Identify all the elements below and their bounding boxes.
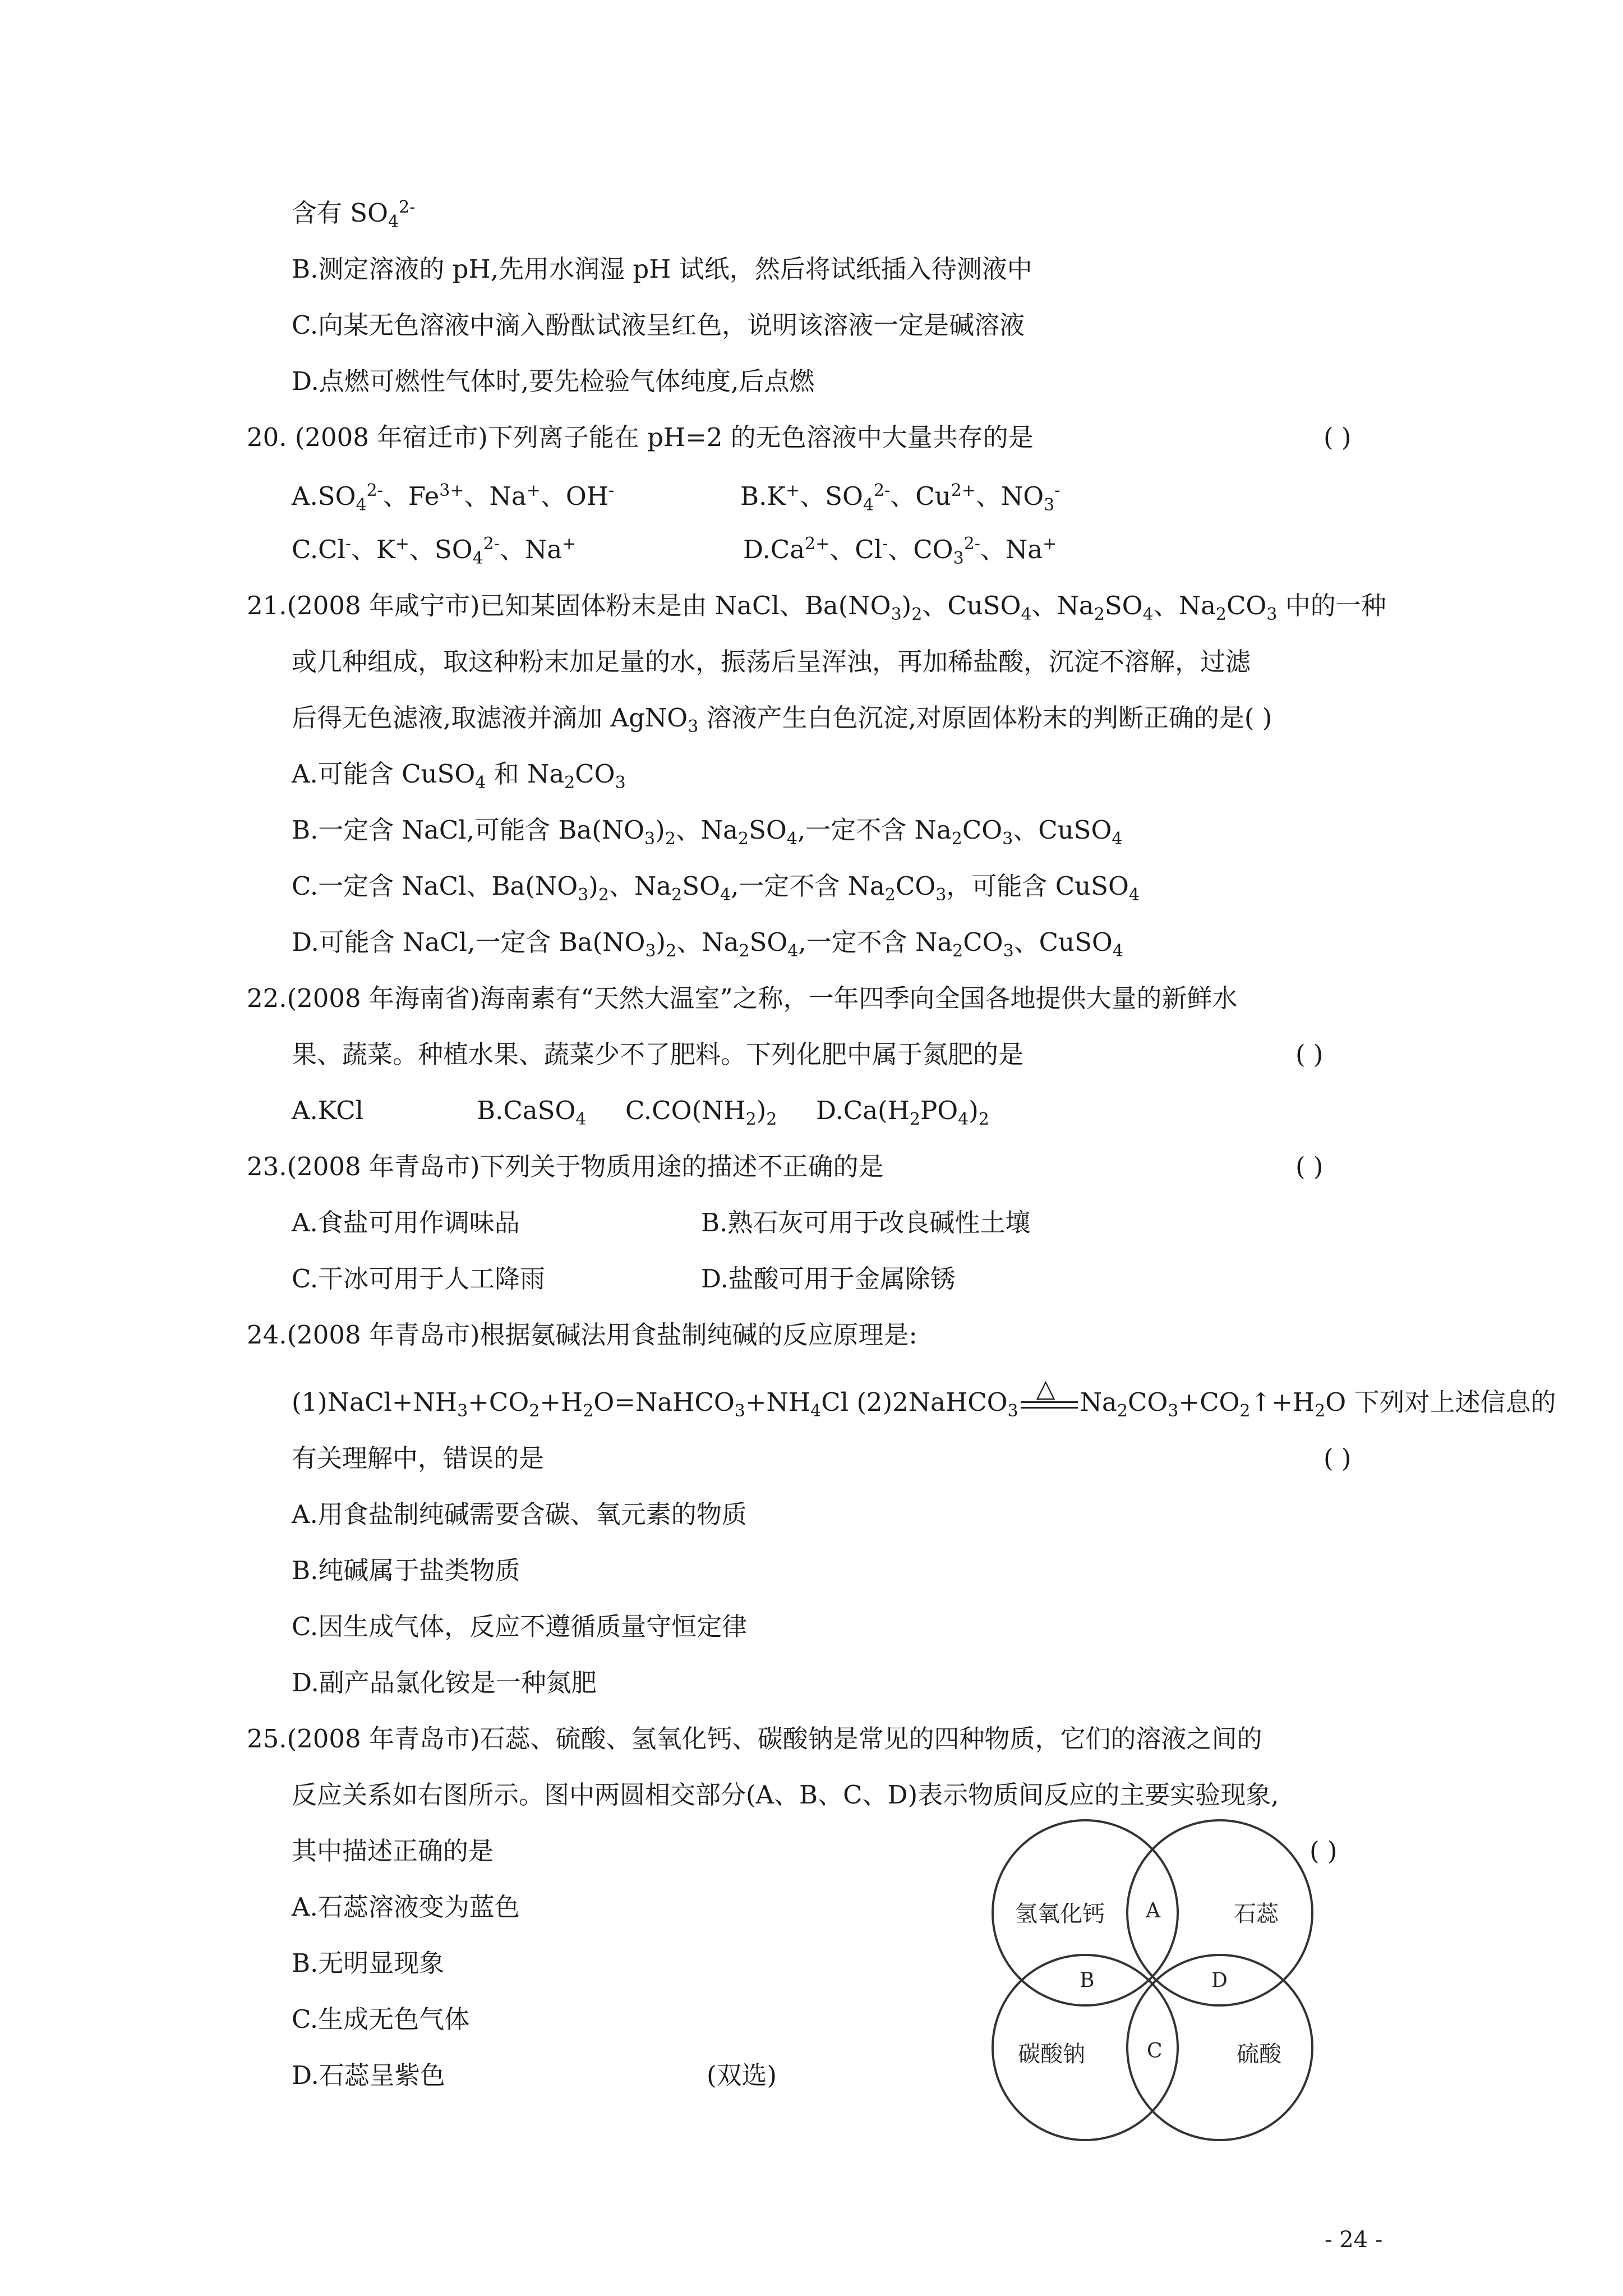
region-d: D — [1211, 1969, 1228, 1992]
q21-stem-line3: 后得无色滤液,取滤液并滴加 AgNO$_3$ 溶液产生白色沉淀,对原固体粉末的判断正确的是( ) — [292, 703, 1272, 737]
q25-option-a: A.石蕊溶液变为蓝色 — [292, 1892, 520, 1922]
q21-option-c: C.一定含 NaCl、$Ba(NO_3)_2$、$Na_2SO_4$,一定不含 $Na_2CO_3$，可能含 CuSO$_4$ — [292, 871, 1140, 905]
q25-option-b: B.无明显现象 — [292, 1948, 445, 1978]
q23-stem: 23.(2008 年青岛市)下列关于物质用途的描述不正确的是 — [247, 1152, 884, 1181]
q23-option-a: A.食盐可用作调味品 — [292, 1208, 520, 1237]
q22-stem-line1: 22.(2008 年海南省)海南素有“天然大温室”之称，一年四季向全国各地提供大量的新鲜水 — [247, 983, 1238, 1013]
q21-stem-line1: 21.(2008 年咸宁市)已知某固体粉末是由 NaCl、$Ba(NO_3)_2$、CuSO$_4$、$Na_2SO_4$、$Na_2CO_3$ 中的一种 — [247, 591, 1386, 624]
q23-answer-paren: ( ) — [1295, 1152, 1324, 1181]
q24-option-b: B.纯碱属于盐类物质 — [292, 1556, 520, 1585]
page-number: - 24 - — [1325, 2227, 1383, 2253]
q22-answer-paren: ( ) — [1295, 1039, 1324, 1069]
q24-equations: $(1)NaCl+NH_3+CO_2+H_2O=NaHCO_3+NH_4Cl$ (2)2NaHCO$_3$ △ $Na_2CO_3+CO_2↑+H_2O$ 下列对上述信息的 — [292, 1386, 1556, 1419]
q25-option-c: C.生成无色气体 — [292, 2004, 470, 2034]
q24-option-c: C.因生成气体，反应不遵循质量守恒定律 — [292, 1612, 748, 1641]
q22-stem-line2: 果、蔬菜。种植水果、蔬菜少不了肥料。下列化肥中属于氮肥的是 — [292, 1039, 1024, 1069]
label-litmus: 石蕊 — [1234, 1901, 1279, 1927]
region-c: C — [1147, 2040, 1163, 2063]
q25-stem-line1: 25.(2008 年青岛市)石蕊、硫酸、氢氧化钙、碳酸钠是常见的四种物质，它们的溶液之间的 — [247, 1724, 1262, 1754]
q20-stem: 20. (2008 年宿迁市)下列离子能在 pH=2 的无色溶液中大量共存的是 — [247, 422, 1034, 452]
q24-option-d: D.副产品氯化铵是一种氮肥 — [292, 1668, 597, 1697]
q23-option-d: D.盐酸可用于金属除锈 — [701, 1264, 956, 1294]
q21-option-a: A.可能含 CuSO$_4$ 和 $Na_2CO_3$ — [292, 759, 626, 793]
q20-answer-paren: ( ) — [1324, 422, 1352, 452]
q22-option-d: $D.Ca(H_2PO_4)_2$ — [816, 1096, 989, 1129]
q24-option-a: A.用食盐制纯碱需要含碳、氧元素的物质 — [292, 1499, 747, 1529]
q21-option-b: B.一定含 NaCl,可能含 $Ba(NO_3)_2$、$Na_2SO_4$,一定不含 $Na_2CO_3$、CuSO$_4$ — [292, 815, 1123, 849]
q19-option-d: D.点燃可燃性气体时,要先检验气体纯度,后点燃 — [292, 366, 815, 396]
q22-option-c: $C.CO(NH_2)_2$ — [625, 1096, 777, 1129]
q22-option-a: A.KCl — [292, 1096, 364, 1125]
label-sulfuric-acid: 硫酸 — [1237, 2041, 1281, 2067]
q19-cont-text: 含有 SO — [292, 198, 389, 228]
q23-option-b: B.熟石灰可用于改良碱性土壤 — [701, 1208, 1031, 1237]
q25-option-d: D.石蕊呈紫色 — [292, 2060, 445, 2090]
q21-stem-line2: 或几种组成，取这种粉末加足量的水，振荡后呈浑浊，再加稀盐酸，沉淀不溶解，过滤 — [292, 647, 1251, 677]
heat-delta-icon: △ — [1036, 1374, 1055, 1403]
q20-option-a: $A.SO_4^{2-}$、$Fe^{3+}$、Na+、OH- — [292, 481, 615, 515]
venn-diagram — [979, 1812, 1326, 2160]
heat-equals-sign — [1018, 1374, 1080, 1416]
q24-answer-paren: ( ) — [1324, 1443, 1352, 1473]
q19-cont-sup: 2- — [399, 197, 416, 217]
q21-option-d: D.可能含 NaCl,一定含 $Ba(NO_3)_2$、$Na_2SO_4$,一定不含 $Na_2CO_3$、CuSO$_4$ — [292, 927, 1123, 961]
label-calcium-hydroxide: 氢氧化钙 — [1015, 1901, 1105, 1927]
q24-stem: 24.(2008 年青岛市)根据氨碱法用食盐制纯碱的反应原理是: — [247, 1320, 917, 1350]
q20-option-d: $D.Ca^{2+}$、Cl-、$CO_3^{2-}$、Na+ — [743, 534, 1057, 568]
q19-continuation — [292, 196, 415, 230]
q22-option-b: B.CaSO$_4$ — [477, 1096, 587, 1129]
q20-option-b: B.K+、$SO_4^{2-}$、$Cu^{2+}$、$NO_3^-$ — [740, 481, 1061, 515]
q23-option-c: C.干冰可用于人工降雨 — [292, 1264, 546, 1294]
q25-double-select-note: (双选) — [707, 2060, 777, 2090]
label-sodium-carbonate: 碳酸钠 — [1018, 2041, 1085, 2067]
q25-answer-paren: ( ) — [1310, 1836, 1338, 1866]
region-b: B — [1080, 1969, 1095, 1992]
q19-option-b: B.测定溶液的 pH,先用水润湿 pH 试纸，然后将试纸插入待测液中 — [292, 254, 1032, 284]
region-a: A — [1146, 1899, 1160, 1922]
q19-option-c: C.向某无色溶液中滴入酚酞试液呈红色，说明该溶液一定是碱溶液 — [292, 310, 1025, 340]
q25-stem-line3: 其中描述正确的是 — [292, 1836, 494, 1866]
q20-option-c: C.Cl-、K+、$SO_4^{2-}$、Na+ — [292, 534, 577, 568]
q24-stem-line3: 有关理解中，错误的是 — [292, 1443, 545, 1473]
q19-cont-sub: 4 — [388, 212, 399, 232]
q25-stem-line2: 反应关系如右图所示。图中两圆相交部分(A、B、C、D)表示物质间反应的主要实验现象, — [292, 1780, 1279, 1810]
